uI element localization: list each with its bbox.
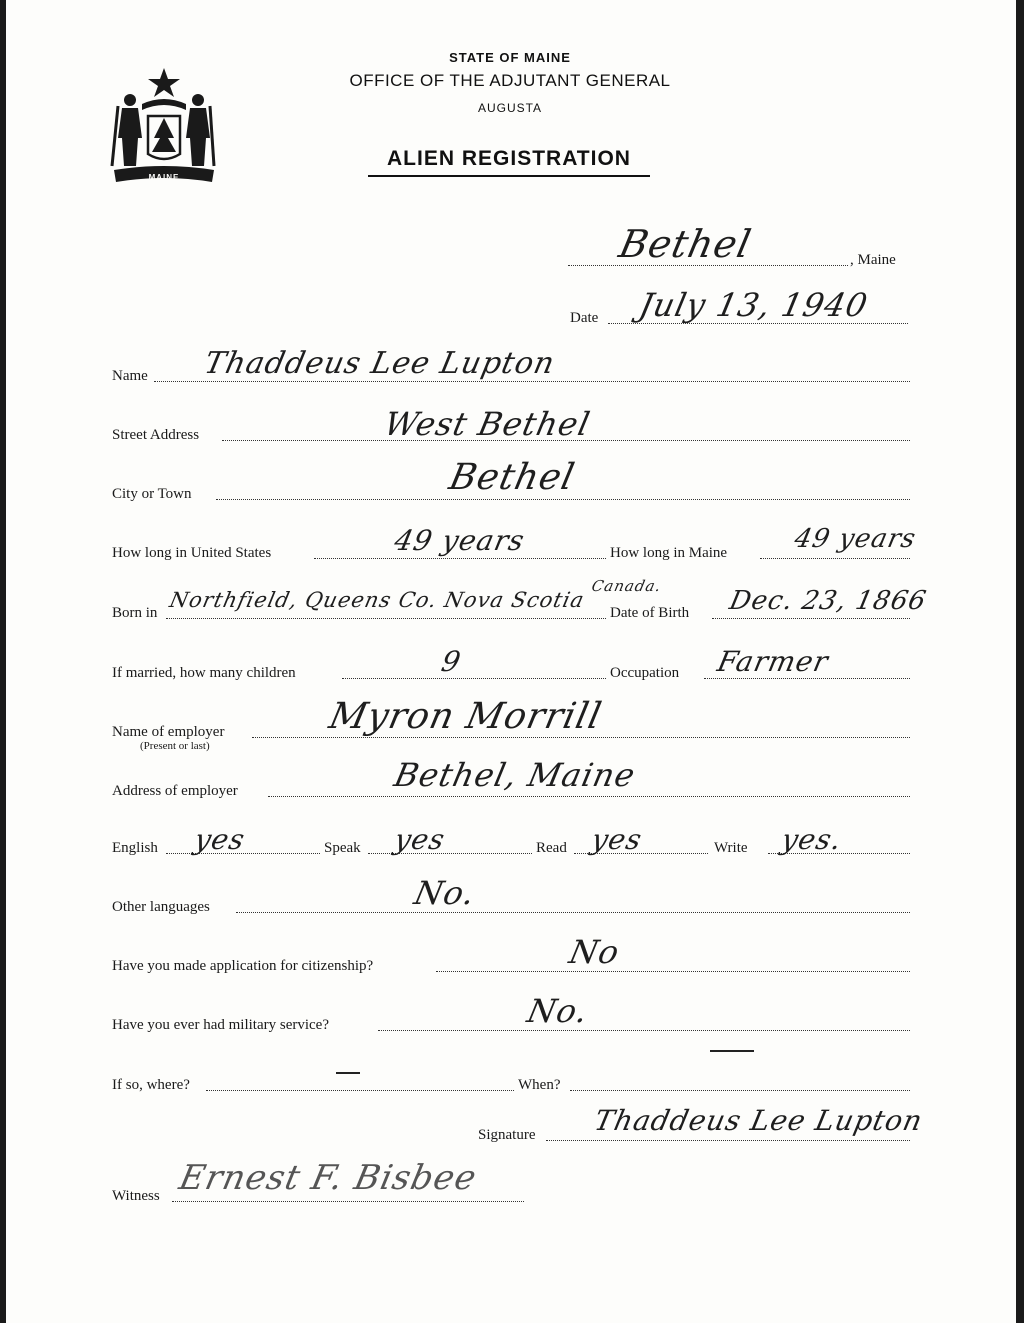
city-dotted-line [216,499,910,500]
employer-sublabel: (Present or last) [140,740,210,752]
how-long-maine-value[interactable]: 49 years [791,524,919,554]
date-of-birth-dotted-line [712,618,910,619]
speak-label: Speak [324,840,361,856]
place-value[interactable]: Bethel [615,222,756,266]
english-value[interactable]: yes [191,823,249,856]
header-city: AUGUSTA [477,101,543,115]
witness-value[interactable]: Ernest F. Bisbee [175,1158,481,1198]
military-service-value[interactable]: No. [523,992,592,1030]
street-address-value[interactable]: West Bethel [380,405,594,443]
read-label: Read [536,840,567,856]
born-in-label: Born in [112,605,158,621]
born-in-dotted-line [166,618,606,619]
military-service-label: Have you ever had military service? [112,1017,329,1033]
born-in-value[interactable]: Northfield, Queens Co. Nova Scotia [167,588,587,612]
occupation-label: Occupation [610,665,680,681]
how-long-us-value[interactable]: 49 years [391,524,528,557]
children-label: If married, how many children [112,665,296,681]
when-dotted-line [570,1090,910,1091]
date-value[interactable]: July 13, 1940 [635,286,872,324]
employer-address-dotted-line [268,796,910,797]
if-so-where-dotted-line [206,1090,514,1091]
speak-value[interactable]: yes [391,823,449,856]
date-label: Date [570,310,599,326]
when-label: When? [518,1077,561,1093]
place-label: , Maine [850,252,896,268]
citizenship-dotted-line [436,971,910,972]
street-address-label: Street Address [112,427,200,443]
english-dotted-line [166,853,320,854]
seal-text: MAINE [148,173,180,182]
date-of-birth-label: Date of Birth [610,605,690,621]
english-label: English [112,840,158,856]
name-dotted-line [154,381,910,382]
how-long-us-dotted-line [314,558,606,559]
employer-address-value[interactable]: Bethel, Maine [390,756,640,794]
date-of-birth-value[interactable]: Dec. 23, 1866 [726,586,930,616]
read-value[interactable]: yes [588,823,646,856]
signature-label: Signature [478,1127,536,1143]
city-value[interactable]: Bethel [445,457,579,498]
employer-dotted-line [252,737,910,738]
form-title: ALIEN REGISTRATION [368,147,650,177]
when-dash-mark [710,1050,754,1052]
children-dotted-line [342,678,606,679]
signature-dotted-line [546,1140,910,1141]
header-office: OFFICE OF THE ADJUTANT GENERAL [349,71,671,90]
employer-address-label: Address of employer [112,783,238,799]
write-value[interactable]: yes. [778,823,846,856]
header-state: STATE OF MAINE [449,50,571,65]
witness-dotted-line [172,1201,524,1202]
other-languages-value[interactable]: No. [410,874,479,912]
how-long-maine-label: How long in Maine [610,545,728,561]
scan-edge-left [0,0,6,1323]
citizenship-label: Have you made application for citizenship? [112,958,374,974]
born-in-country-value[interactable]: Canada. [590,577,664,595]
how-long-maine-dotted-line [760,558,910,559]
scan-edge-right [1016,0,1024,1323]
how-long-us-label: How long in United States [112,545,272,561]
name-label: Name [112,368,148,384]
military-service-dotted-line [378,1030,910,1031]
state-seal-icon [108,66,220,186]
witness-label: Witness [112,1188,160,1204]
city-label: City or Town [112,486,192,502]
other-languages-dotted-line [236,912,910,913]
children-value[interactable]: 9 [438,645,465,678]
occupation-value[interactable]: Farmer [714,645,832,678]
employer-value[interactable]: Myron Morrill [325,696,606,737]
if-so-where-dash-mark [336,1072,360,1074]
employer-label: Name of employer [112,724,225,740]
signature-value[interactable]: Thaddeus Lee Lupton [591,1104,926,1137]
citizenship-value[interactable]: No [565,933,624,971]
other-languages-label: Other languages [112,899,210,915]
occupation-dotted-line [704,678,910,679]
write-label: Write [714,840,748,856]
name-value[interactable]: Thaddeus Lee Lupton [201,346,559,381]
if-so-where-label: If so, where? [112,1077,190,1093]
